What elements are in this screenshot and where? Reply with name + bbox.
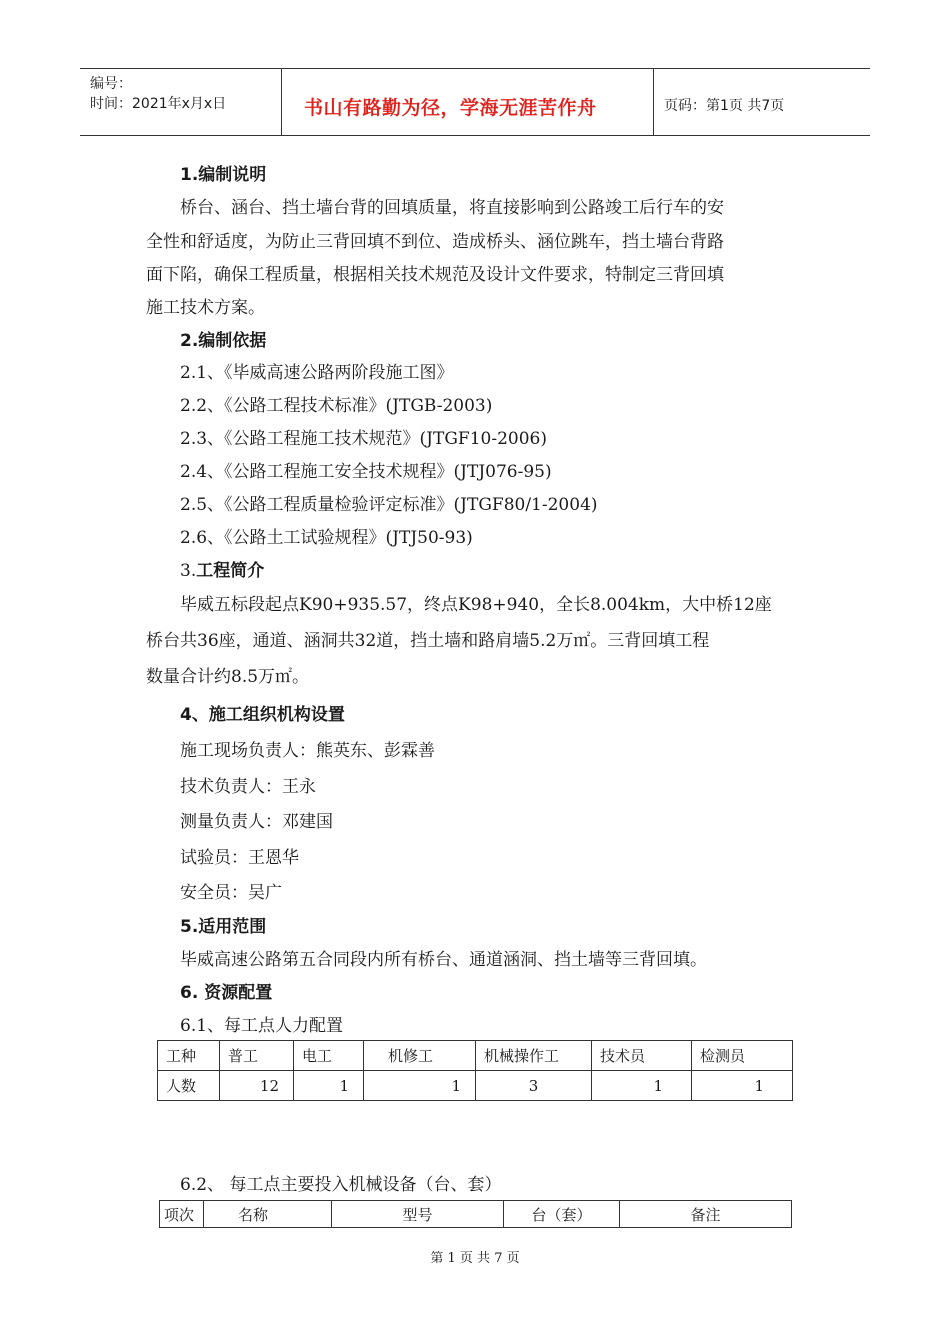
sec4-line: 技术负责人：王永 <box>180 777 316 797</box>
header-motto <box>282 69 654 135</box>
table-header-cell: 技术员 <box>592 1041 692 1071</box>
table-cell: 1 <box>364 1071 476 1101</box>
manpower-table <box>157 1040 793 1101</box>
table-row <box>158 1071 793 1101</box>
page-header <box>80 68 870 136</box>
sec1-line: 施工技术方案。 <box>146 298 265 318</box>
sec3-title-text: 工程简介 <box>196 561 265 581</box>
equipment-table <box>159 1200 792 1228</box>
sec4-title: 4、施工组织机构设置 <box>180 705 345 725</box>
sec2-item: 2.4、《公路工程施工安全技术规程》(JTJ076-95) <box>180 462 552 482</box>
sec3-title <box>180 556 264 581</box>
table-header-cell: 电工 <box>294 1041 364 1071</box>
sec2-item: 2.5、《公路工程质量检验评定标准》(JTGF80/1-2004) <box>180 495 598 515</box>
sec2-item: 2.6、《公路土工试验规程》(JTJ50-93) <box>180 528 473 548</box>
table-header-cell: 备注 <box>620 1201 792 1228</box>
date-label: 时间：2021年x月x日 <box>90 96 227 112</box>
sec1-line: 桥台、涵台、挡土墙台背的回填质量，将直接影响到公路竣工后行车的安 <box>180 198 724 218</box>
table-header-cell: 型号 <box>332 1201 504 1228</box>
table-cell: 12 <box>220 1071 294 1101</box>
sec6-sub1: 6.1、每工点人力配置 <box>180 1016 344 1036</box>
table-header-row <box>158 1041 793 1071</box>
sec4-line: 试验员：王恩华 <box>180 848 299 868</box>
sec3-line: 数量合计约8.5万㎡。 <box>146 667 310 687</box>
sec5-title: 5.适用范围 <box>180 917 267 937</box>
sec4-line: 测量负责人：邓建国 <box>180 812 333 832</box>
sec2-item: 2.3、《公路工程施工技术规范》(JTGF10-2006) <box>180 429 547 449</box>
table-header-cell: 项次 <box>160 1201 204 1228</box>
sec3-line: 桥台共36座，通道、涵洞共32道，挡土墙和路肩墙5.2万㎡。三背回填工程 <box>146 631 710 651</box>
table-header-cell: 机械操作工 <box>476 1041 592 1071</box>
sec4-line: 施工现场负责人：熊英东、彭霖善 <box>180 741 435 761</box>
sec2-title: 2.编制依据 <box>180 331 267 351</box>
table-header-cell: 机修工 <box>364 1041 476 1071</box>
sec3-title-num: 3. <box>180 561 197 581</box>
code-label: 编号： <box>90 76 132 92</box>
table-cell: 3 <box>476 1071 592 1101</box>
table-header-cell: 台（套） <box>504 1201 620 1228</box>
motto-text: 书山有路勤为径，学海无涯苦作舟 <box>304 97 597 119</box>
sec2-item: 2.2、《公路工程技术标准》(JTGB-2003) <box>180 396 493 416</box>
sec5-line: 毕威高速公路第五合同段内所有桥台、通道涵洞、挡土墙等三背回填。 <box>180 950 707 970</box>
sec6-sub2: 6.2、 每工点主要投入机械设备（台、套） <box>180 1175 502 1195</box>
sec4-line: 安全员：吴广 <box>180 883 282 903</box>
table-header-cell: 工种 <box>158 1041 220 1071</box>
table-cell: 1 <box>592 1071 692 1101</box>
table-cell: 1 <box>294 1071 364 1101</box>
table-header-cell: 检测员 <box>692 1041 793 1071</box>
sec6-title: 6. 资源配置 <box>180 983 273 1003</box>
header-meta <box>80 69 282 135</box>
table-cell: 1 <box>692 1071 793 1101</box>
sec2-item: 2.1、《毕威高速公路两阶段施工图》 <box>180 363 454 383</box>
table-header-cell: 名称 <box>204 1201 332 1228</box>
table-header-row <box>160 1201 792 1228</box>
sec1-line: 面下陷，确保工程质量，根据相关技术规范及设计文件要求，特制定三背回填 <box>146 265 724 285</box>
table-header-cell: 普工 <box>220 1041 294 1071</box>
page-footer: 第 1 页 共 7 页 <box>430 1251 520 1266</box>
sec3-line: 毕威五标段起点K90+935.57，终点K98+940，全长8.004km，大中桥12座 <box>180 595 772 615</box>
page-info: 页码：第1页 共7页 <box>664 98 785 114</box>
sec1-title: 1.编制说明 <box>180 165 267 185</box>
table-cell: 人数 <box>158 1071 220 1101</box>
sec1-line: 全性和舒适度，为防止三背回填不到位、造成桥头、涵位跳车，挡土墙台背路 <box>146 232 724 252</box>
